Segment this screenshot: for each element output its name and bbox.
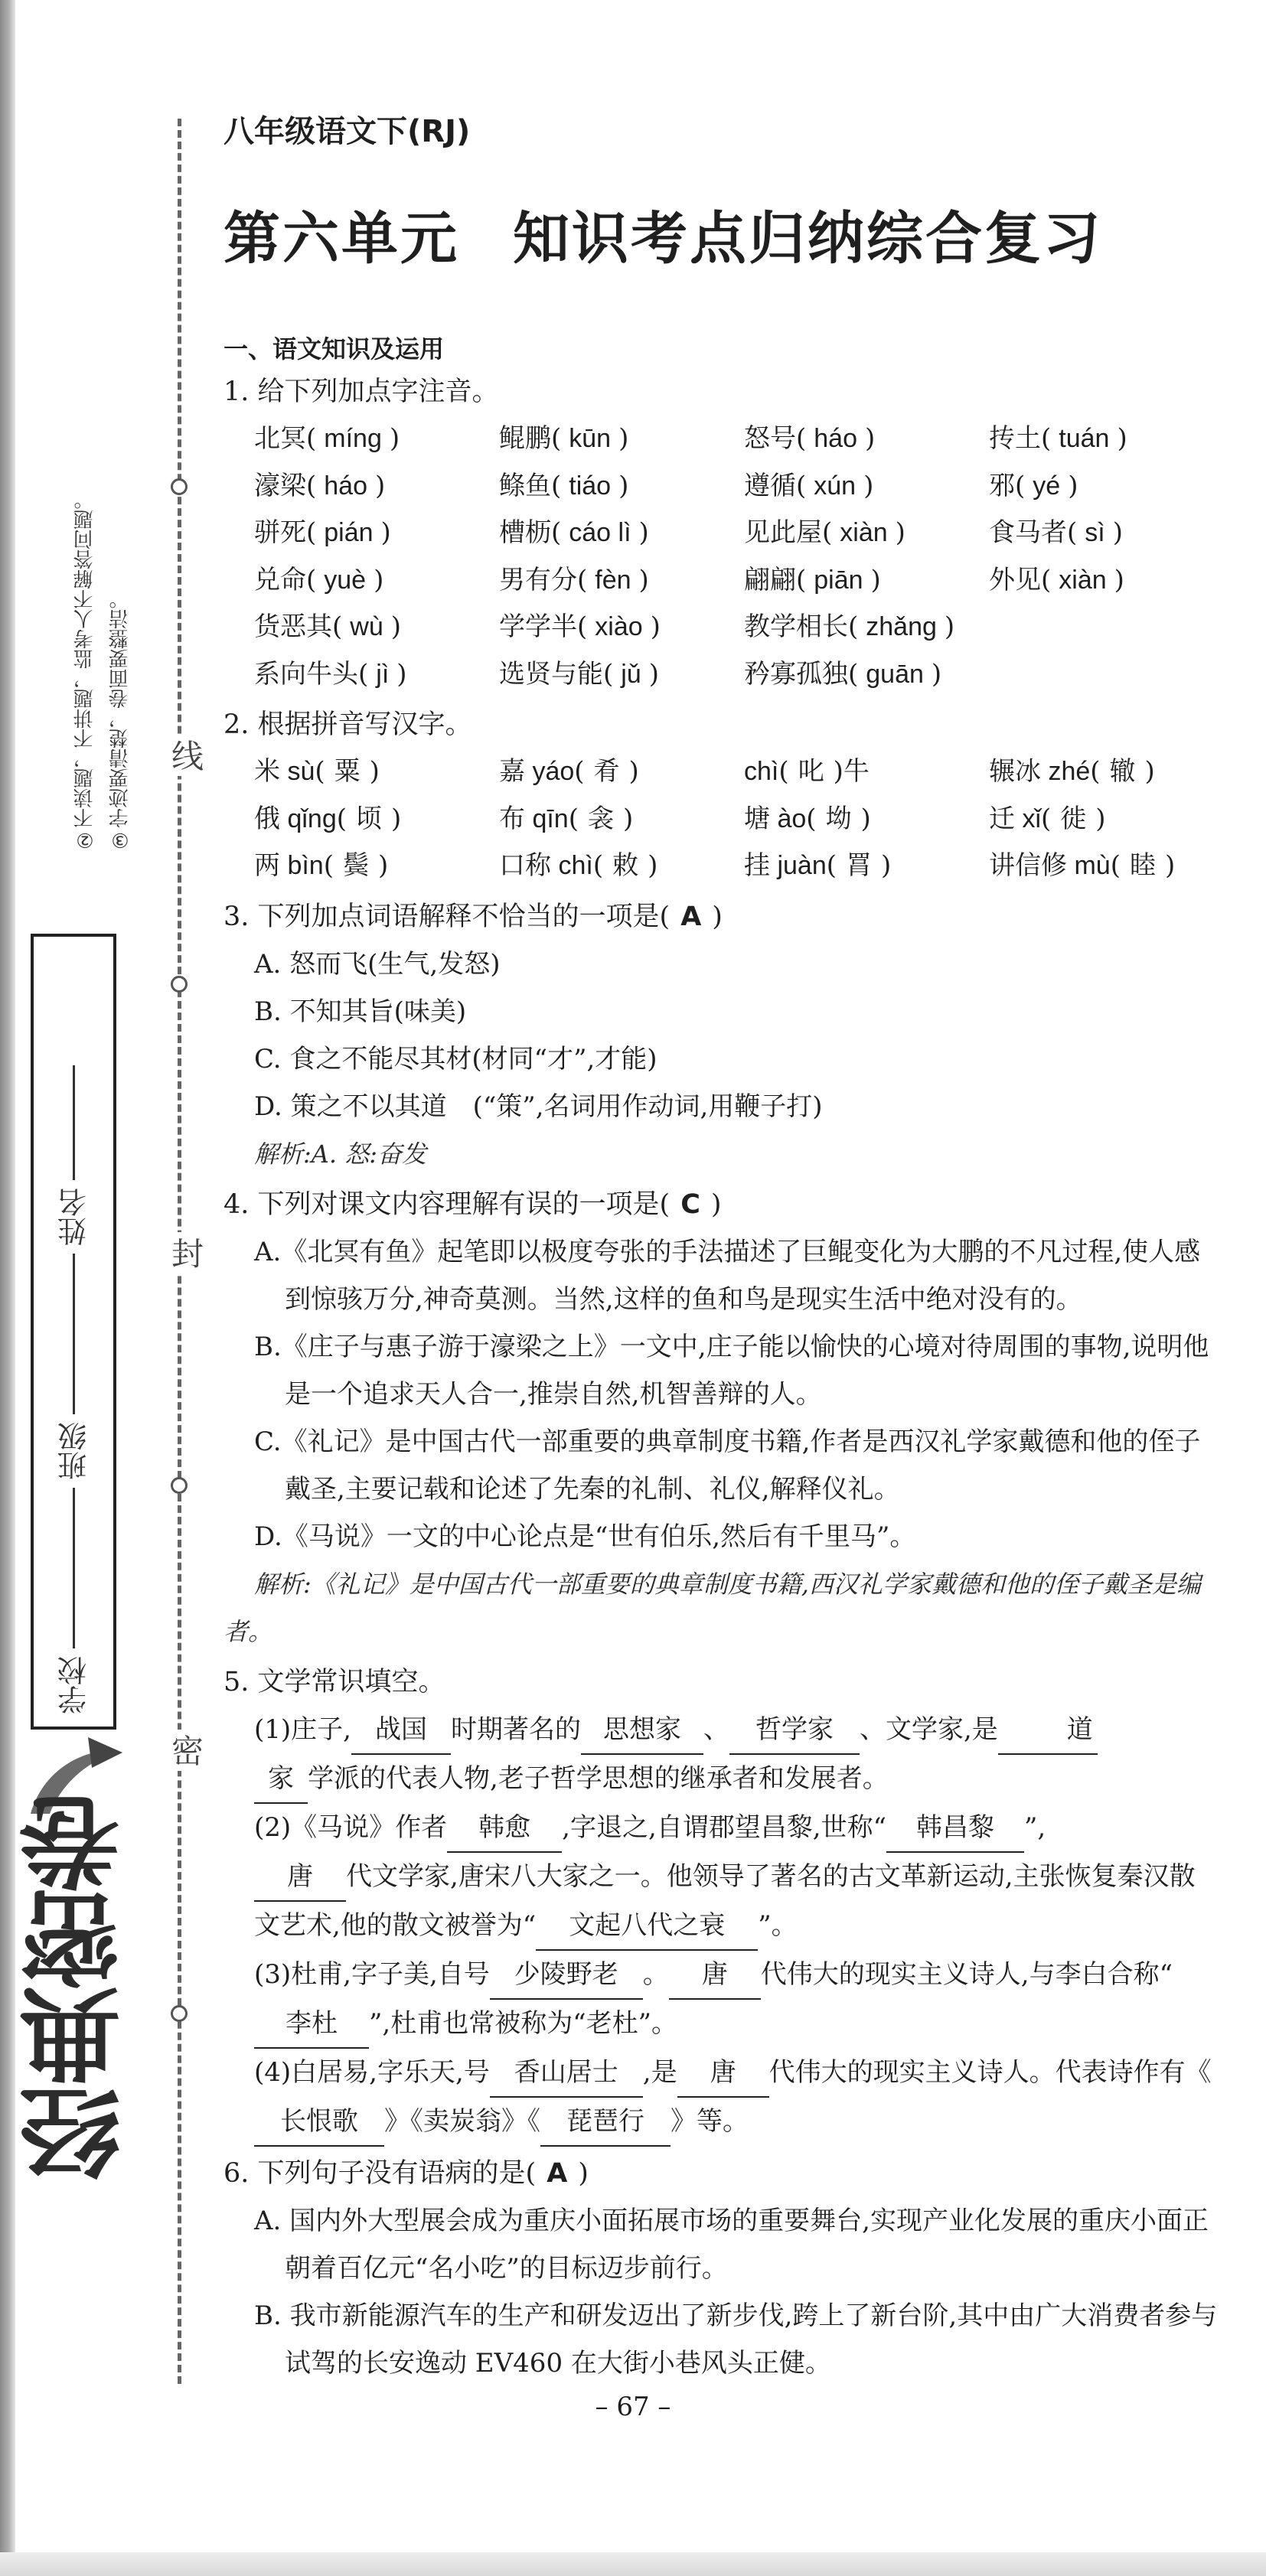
fill-blank: 韩愈	[447, 1804, 562, 1853]
paren: (	[551, 517, 562, 548]
question-4-answer: C	[680, 1189, 700, 1220]
pinyin-answer: sì	[1085, 518, 1105, 547]
paren: (	[306, 423, 317, 454]
exam-notice	[67, 490, 138, 851]
seal-secret-char: 密	[162, 1730, 208, 1771]
paren: (	[1041, 803, 1052, 834]
pinyin-answer: cáo lì	[569, 518, 631, 547]
q4-option-b: B.《庄子与惠子游于濠梁之上》一文中,庄子能以愉快的心境对待周围的事物,说明他是一个追求天人合一,推崇自然,机智善辩的人。	[254, 1331, 1209, 1410]
question-2-stem: 2. 根据拼音写汉字。	[224, 709, 472, 740]
paren: )	[638, 517, 649, 548]
scan-bottom-edge	[0, 2552, 1266, 2576]
pinyin-answer: kūn	[569, 424, 612, 453]
text: ,字退之,自谓郡望昌黎,世称“	[562, 1811, 886, 1843]
q4-option-a: A.《北冥有鱼》起笔即以极度夸张的手法描述了巨鲲变化为大鹏的不凡过程,使人感到惊骇万分,神奇莫测。当然,这样的鱼和鸟是现实生活中绝对没有的。	[254, 1236, 1201, 1315]
fill-blank: 家	[254, 1755, 308, 1804]
hanzi-answer: 顷	[356, 803, 382, 834]
hanzi-item	[989, 748, 1249, 796]
paren: (	[822, 517, 833, 548]
text: (2)《马说》作者	[254, 1811, 448, 1843]
q3-option-b: B. 不知其旨(味美)	[254, 996, 467, 1027]
paren: (	[358, 658, 369, 690]
hanzi-item	[254, 796, 499, 843]
paren: )	[618, 470, 629, 501]
pinyin-item	[744, 416, 989, 463]
unit-heading: 知识考点归纳综合复习	[513, 206, 1102, 272]
paren: (	[1041, 564, 1052, 595]
paren: (	[778, 756, 789, 787]
hanzi-prompt: 迁 xǐ	[989, 804, 1041, 833]
field-name-blank	[73, 1065, 76, 1180]
pinyin-item	[254, 463, 499, 510]
hanzi-item	[989, 843, 1249, 890]
hanzi-answer: 睦	[1129, 850, 1156, 881]
pinyin-item	[254, 510, 499, 557]
page-content	[224, 107, 1219, 2387]
pinyin-item	[499, 604, 744, 651]
paren: )	[374, 564, 384, 595]
question-4-paren: )	[710, 1189, 722, 1220]
paren: (	[306, 517, 317, 548]
text: 。	[642, 1958, 669, 1990]
pinyin-item	[989, 604, 1249, 651]
section-title: 一、语文知识及运用	[224, 334, 445, 364]
fill-blank: 少陵野老	[490, 1951, 643, 2000]
text: 》等。	[671, 2105, 749, 2137]
pinyin-word: 兑命	[254, 564, 306, 595]
question-6-paren: )	[578, 2157, 589, 2189]
pinyin-item	[499, 651, 744, 699]
pinyin-word: 骈死	[254, 517, 306, 548]
pinyin-answer: fèn	[595, 565, 631, 595]
paren: (	[306, 564, 317, 595]
pinyin-word: 遵循	[744, 470, 796, 501]
paren: )	[396, 658, 407, 690]
hanzi-prompt: 嘉 yáo	[499, 757, 575, 786]
pinyin-word: 矜寡孤独	[744, 658, 848, 690]
pinyin-word: 鲲鹏	[499, 423, 551, 454]
paren: (	[577, 611, 588, 642]
paren: (	[848, 658, 859, 690]
hanzi-prompt: 两 bìn	[254, 851, 324, 880]
notice-line-2: ②不读题，不讲题，监考人不解答问题。	[73, 490, 96, 851]
hanzi-answer: 罥	[846, 850, 872, 881]
text: ,是	[642, 2056, 677, 2088]
paren: (	[551, 470, 562, 501]
paren: )	[622, 803, 634, 834]
pinyin-item	[254, 604, 499, 651]
q4-option-c: C.《礼记》是中国古代一部重要的典章制度书籍,作者是西汉礼学家戴德和他的侄子戴圣,主要记载和论述了先秦的礼制、礼仪,解释仪礼。	[254, 1426, 1201, 1505]
q5-item-2	[224, 1804, 1219, 1951]
pinyin-word: 槽枥	[499, 517, 551, 548]
paren: (	[826, 850, 837, 881]
q6-option-b: B. 我市新能源汽车的生产和研发迈出了新步伐,跨上了新台阶,其中由广大消费者参与试驾的长安逸动 EV460 在大街小巷风头正健。	[254, 2300, 1218, 2379]
seal-seal-char: 封	[162, 1232, 208, 1273]
pinyin-item	[254, 557, 499, 605]
unit-label: 第六单元	[224, 206, 459, 272]
paren: )	[377, 850, 389, 881]
text: ”,	[1023, 1811, 1046, 1843]
book-header: 八年级语文下(RJ)	[224, 114, 471, 149]
pinyin-answer: piān	[814, 565, 863, 595]
hanzi-item	[744, 843, 989, 890]
pinyin-item	[499, 557, 744, 605]
hanzi-item	[499, 796, 744, 843]
paren: (	[574, 756, 585, 787]
fill-blank: 唐	[254, 1853, 346, 1902]
student-info-fields	[40, 949, 109, 1714]
fill-blank: 李杜	[254, 2000, 369, 2049]
q6-option-a: A. 国内外大型展会成为重庆小面拓展市场的重要舞台,实现产业化发展的重庆小面正朝着百亿元“名小吃”的目标迈步前行。	[254, 2205, 1209, 2284]
fill-blank: 唐	[669, 1951, 761, 2000]
q4-analysis: 解析:《礼记》是中国古代一部重要的典章制度书籍,西汉礼学家戴德和他的侄子戴圣是编者。	[224, 1569, 1201, 1646]
pinyin-item	[499, 416, 744, 463]
question-3-answer: A	[680, 901, 702, 932]
pinyin-item	[744, 651, 989, 699]
pinyin-word: 系向牛头	[254, 658, 358, 690]
hanzi-prompt: chì	[744, 757, 779, 786]
pinyin-item	[989, 557, 1249, 605]
paren: (	[796, 564, 807, 595]
hanzi-prompt: 口称 chì	[499, 851, 593, 880]
field-school-label: 学校	[57, 1656, 92, 1714]
pinyin-answer: jì	[376, 659, 390, 689]
q5-item-4	[224, 2049, 1219, 2147]
pinyin-word: 学学半	[499, 611, 577, 642]
pinyin-word: 食马者	[989, 517, 1067, 548]
paren: (	[568, 803, 579, 834]
paren: )	[944, 611, 955, 642]
paren: )	[1144, 756, 1155, 787]
pinyin-word: 邪	[989, 470, 1015, 501]
paren: (	[306, 470, 317, 501]
fill-blank: 香山居士	[490, 2049, 643, 2098]
hanzi-item	[499, 843, 744, 890]
hanzi-prompt: 辗冰 zhé	[989, 757, 1091, 786]
paren: (	[806, 803, 817, 834]
paren: (	[323, 850, 334, 881]
question-4-stem	[224, 1181, 1219, 1228]
text: ”。	[758, 1909, 798, 1941]
hanzi-answer: 鬓	[342, 850, 369, 881]
paren: )	[375, 470, 386, 501]
q3-option-d: D. 策之不以其道 (“策”,名词用作动词,用鞭子打)	[254, 1091, 823, 1122]
paren: )	[1068, 470, 1078, 501]
paren: )	[1112, 517, 1123, 548]
paren: )	[860, 803, 871, 834]
hanzi-answer: 衾	[587, 803, 614, 834]
field-school-blank	[73, 1488, 76, 1648]
paren: (	[603, 658, 614, 690]
question-6-stem	[224, 2150, 1219, 2197]
paren: )	[380, 517, 391, 548]
pinyin-answer: pián	[324, 518, 374, 547]
paren: )	[1114, 564, 1124, 595]
pinyin-word: 选贤与能	[499, 658, 603, 690]
paren: )	[648, 658, 659, 690]
paren: )	[628, 756, 639, 787]
hanzi-answer: 敕	[612, 850, 639, 881]
page-number: – 67 –	[595, 2392, 671, 2422]
question-3-stem	[224, 893, 1219, 941]
hanzi-prompt: 布 qīn	[499, 804, 569, 833]
pinyin-item	[499, 463, 744, 510]
pinyin-item	[254, 416, 499, 463]
field-name-label: 姓名	[57, 1188, 92, 1246]
hanzi-prompt: 塘 ào	[744, 804, 807, 833]
q4-option-d: D.《马说》一文的中心论点是“世有伯乐,然后有千里马”。	[254, 1521, 916, 1552]
fill-blank: 思想家	[581, 1706, 703, 1755]
text: 时期著名的	[450, 1714, 581, 1745]
fill-blank: 琵琶行	[540, 2098, 671, 2147]
paren: )	[833, 756, 843, 787]
scan-edge-shadow	[0, 0, 15, 2576]
fill-blank: 战国	[351, 1706, 451, 1755]
pinyin-item	[989, 651, 1249, 699]
pinyin-answer: háo	[324, 471, 367, 501]
text: (3)杜甫,字子美,自号	[254, 1958, 490, 1990]
paren: (	[1110, 850, 1121, 881]
hanzi-item	[744, 748, 989, 796]
hanzi-item	[499, 748, 744, 796]
paren: )	[1095, 803, 1106, 834]
pinyin-answer: tiáo	[569, 471, 612, 501]
paren: (	[577, 564, 588, 595]
paren: )	[895, 517, 905, 548]
pinyin-answer: xiàn	[1059, 565, 1107, 595]
hanzi-prompt: 讲信修 mù	[989, 851, 1111, 880]
hanzi-prompt: 米 sù	[254, 757, 315, 786]
pinyin-answer: yé	[1033, 471, 1061, 501]
fill-blank: 哲学家	[729, 1706, 860, 1755]
question-6-text: 6. 下列句子没有语病的是(	[224, 2157, 537, 2189]
hanzi-answer: 肴	[593, 756, 620, 787]
text: 学派的代表人物,老子哲学思想的继承者和发展者。	[308, 1762, 889, 1794]
paren: (	[332, 611, 343, 642]
paren: (	[796, 470, 807, 501]
pinyin-answer: xún	[814, 471, 857, 501]
paren: )	[865, 423, 876, 454]
notice-line-3: ③字迹要清楚，卷面要整洁。	[109, 589, 132, 851]
paren: )	[650, 611, 661, 642]
q3-analysis: 解析:A. 怒:奋发	[254, 1139, 427, 1169]
pinyin-word: 怒号	[744, 423, 796, 454]
text: ”,杜甫也常被称为“老杜”。	[369, 2007, 677, 2039]
pinyin-answer: xiàn	[840, 518, 888, 547]
paren: (	[1067, 517, 1078, 548]
paren: (	[1041, 423, 1052, 454]
paren: (	[592, 850, 604, 881]
pinyin-answer: míng	[324, 424, 382, 453]
paren: )	[1117, 423, 1127, 454]
paren: )	[1164, 850, 1176, 881]
hanzi-answer: 粟	[334, 756, 361, 787]
hanzi-answer: 辙	[1109, 756, 1136, 787]
paren: )	[881, 850, 892, 881]
pinyin-answer: jǔ	[621, 659, 641, 689]
paren: )	[390, 611, 401, 642]
brand-logo: 经典密卷	[19, 1797, 138, 2183]
binding-margin	[0, 0, 161, 2576]
pinyin-answer: háo	[814, 424, 857, 453]
text: 代文学家,唐宋八大家之一。他领导了著名的古文革新运动,主张恢复秦汉散文艺术,他的散文被誉为“	[254, 1860, 1196, 1941]
hanzi-prompt: 俄 qǐng	[254, 804, 337, 833]
paren: )	[870, 564, 881, 595]
question-1-stem: 1. 给下列加点字注音。	[224, 377, 499, 407]
pinyin-word: 濠梁	[254, 470, 306, 501]
pinyin-word: 男有分	[499, 564, 577, 595]
fill-blank: 唐	[677, 2049, 769, 2098]
q3-option-c: C. 食之不能尽其材(材同“才”,才能)	[254, 1043, 657, 1074]
pinyin-word: 外见	[989, 564, 1041, 595]
punch-hole	[171, 478, 188, 495]
pinyin-word: 抟土	[989, 423, 1041, 454]
paren: )	[648, 850, 658, 881]
punch-hole	[171, 1477, 188, 1494]
text: 、	[703, 1714, 729, 1745]
q5-item-1	[224, 1706, 1219, 1804]
question-3-text: 3. 下列加点词语解释不恰当的一项是(	[224, 901, 671, 932]
field-class-blank	[73, 1254, 76, 1414]
paren: )	[931, 658, 942, 690]
fill-blank: 长恨歌	[254, 2098, 384, 2147]
hanzi-item	[744, 796, 989, 843]
paren: )	[638, 564, 649, 595]
paren: (	[1015, 470, 1026, 501]
paren: (	[336, 803, 347, 834]
punch-hole	[171, 976, 188, 993]
text: 》《卖炭翁》《	[384, 2105, 540, 2137]
question-2-grid	[254, 748, 1219, 890]
hanzi-item	[254, 748, 499, 796]
pinyin-item	[989, 463, 1249, 510]
question-5-stem: 5. 文学常识填空。	[224, 1666, 445, 1697]
pinyin-item	[744, 510, 989, 557]
paren: )	[389, 423, 400, 454]
pinyin-answer: guān	[866, 659, 924, 689]
pinyin-answer: xiào	[595, 612, 643, 641]
question-4-text: 4. 下列对课文内容理解有误的一项是(	[224, 1189, 671, 1220]
pinyin-word: 北冥	[254, 423, 306, 454]
question-3-paren: )	[712, 901, 723, 932]
pinyin-item	[744, 463, 989, 510]
pinyin-item	[989, 416, 1249, 463]
text: (1)庄子,	[254, 1714, 351, 1745]
hanzi-answer: 坳	[825, 803, 852, 834]
paren: (	[1090, 756, 1101, 787]
paren: (	[551, 423, 562, 454]
hanzi-answer: 叱	[798, 756, 824, 787]
hanzi-item	[254, 843, 499, 890]
text: (4)白居易,字乐天,号	[254, 2056, 490, 2088]
hanzi-suffix: 牛	[843, 756, 870, 787]
paren: )	[618, 423, 629, 454]
paren: )	[863, 470, 874, 501]
paren: (	[848, 611, 859, 642]
paren: )	[391, 803, 402, 834]
pinyin-answer: tuán	[1059, 424, 1110, 453]
pinyin-item	[744, 604, 989, 651]
q3-option-a: A. 怒而飞(生气,发怒)	[254, 948, 501, 980]
pinyin-item	[989, 510, 1249, 557]
hanzi-prompt: 挂 juàn	[744, 851, 827, 880]
fill-blank: 道	[998, 1706, 1098, 1755]
seal-line-char: 线	[162, 735, 208, 776]
punch-hole	[171, 2005, 188, 2022]
paren: (	[315, 756, 325, 787]
text: 代伟大的现实主义诗人,与李白合称“	[760, 1958, 1173, 1990]
pinyin-word: 翩翩	[744, 564, 796, 595]
pinyin-answer: wù	[350, 612, 383, 641]
pinyin-word: 教学相长	[744, 611, 848, 642]
pinyin-item	[499, 510, 744, 557]
fill-blank: 文起八代之衰	[536, 1902, 758, 1951]
fill-blank: 韩昌黎	[886, 1804, 1024, 1853]
paren: (	[796, 423, 807, 454]
pinyin-word: 见此屋	[744, 517, 822, 548]
unit-title	[224, 194, 1219, 275]
text: 代伟大的现实主义诗人。代表诗作有《	[768, 2056, 1212, 2088]
pinyin-answer: zhǎng	[866, 612, 937, 641]
text: 、文学家,是	[859, 1714, 998, 1745]
paren: )	[369, 756, 380, 787]
hanzi-answer: 徙	[1060, 803, 1087, 834]
q5-item-3	[224, 1951, 1219, 2049]
pinyin-word: 货恶其	[254, 611, 332, 642]
field-class-label: 班级	[57, 1422, 92, 1480]
hanzi-item	[989, 796, 1249, 843]
question-6-answer: A	[547, 2157, 568, 2189]
pinyin-answer: yuè	[324, 565, 367, 595]
pinyin-word: 鲦鱼	[499, 470, 551, 501]
pinyin-item	[744, 557, 989, 605]
pinyin-item	[254, 651, 499, 699]
question-1-grid	[254, 416, 1219, 698]
